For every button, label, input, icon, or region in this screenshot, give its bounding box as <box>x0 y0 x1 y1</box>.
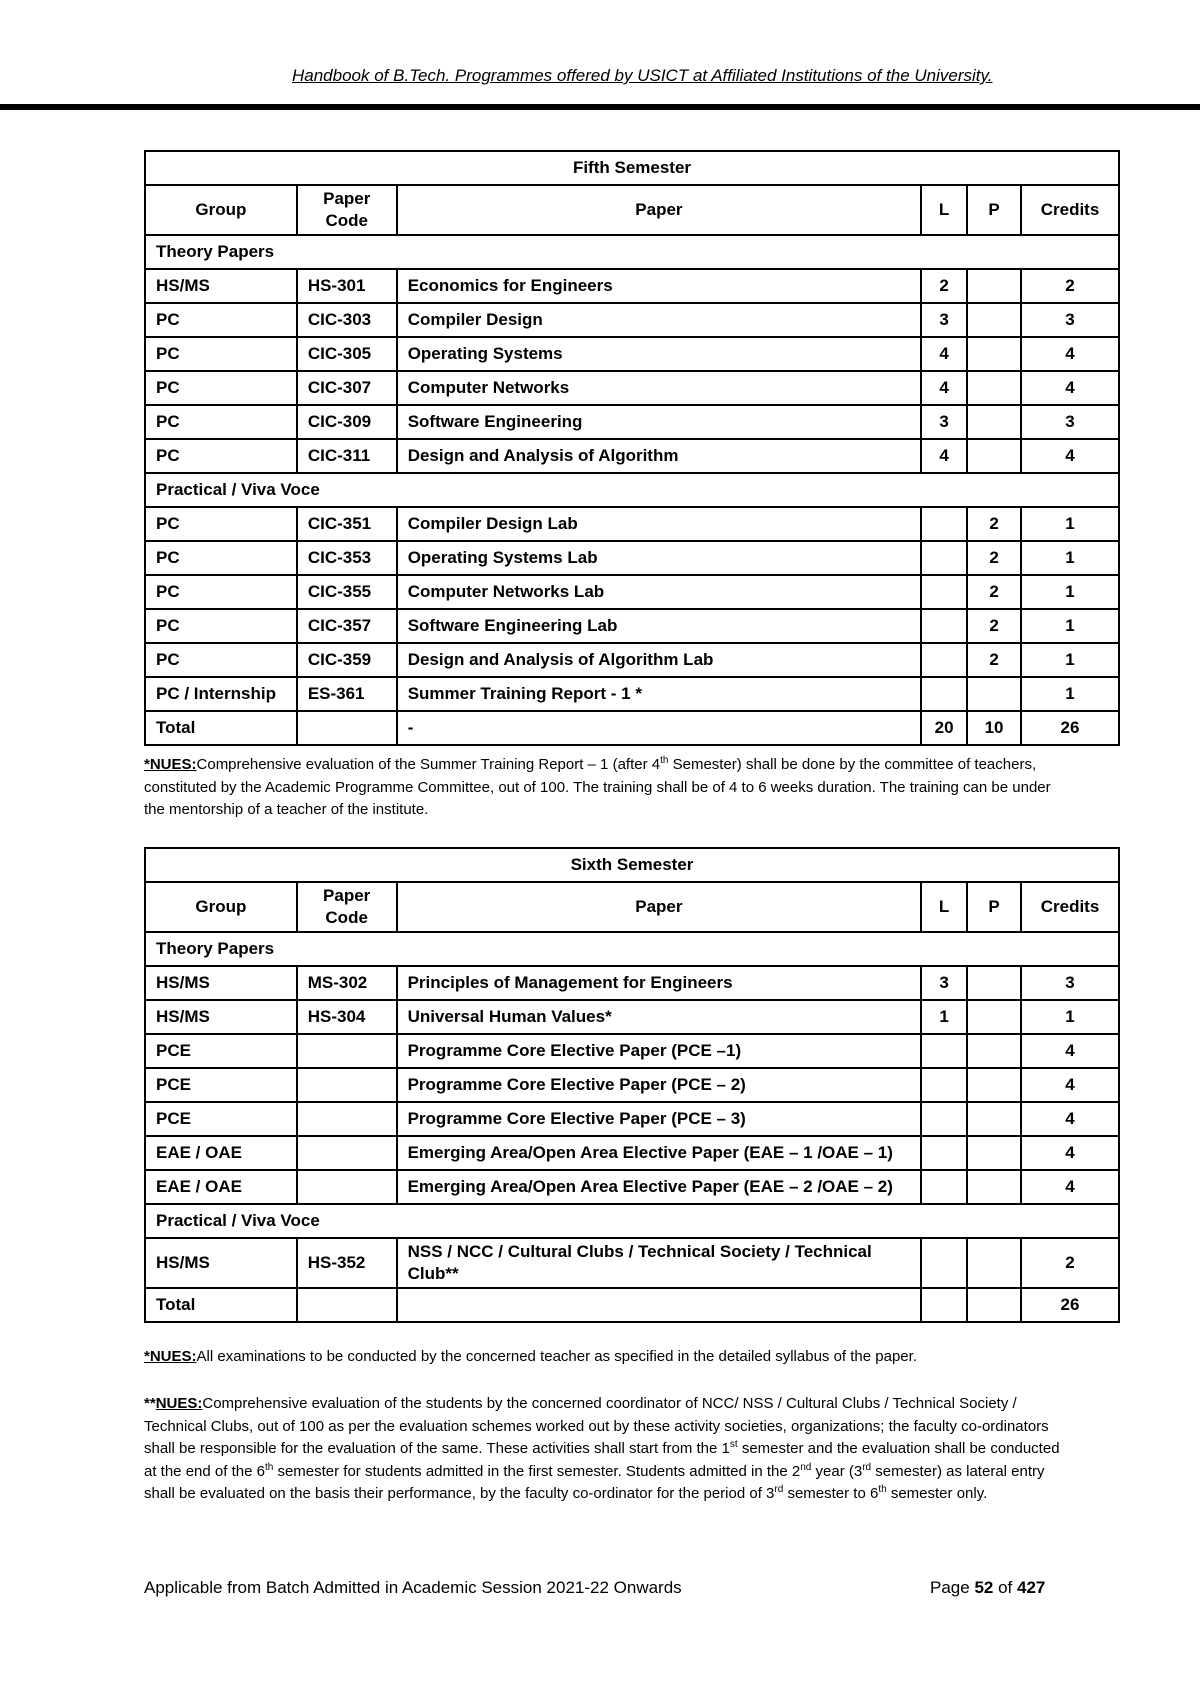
p-cell <box>967 269 1021 303</box>
total-l <box>921 1288 967 1322</box>
note-activities: **NUES:Comprehensive evaluation of the students by the concerned coordinator of NCC/ NSS / Cultural Clubs / Technical Society / Technical Clubs, out of 100 as per the evaluation schemes worked out by these activity societies, organizations; the faculty co-ordinators shall be responsible for the evaluation of the same. These activities shall start from the 1st semester and the evaluation shall be conducted at the end of the 6th semester for students admitted in the first semester. Students admitted in the 2nd year (3rd semester) as lateral entry shall be evaluated on the basis their performance, by the faculty co-ordinator for the period of 3rd semester to 6th semester only. <box>144 1395 1060 1502</box>
p-cell <box>967 1034 1021 1068</box>
paper-code-cell: CIC-357 <box>297 609 397 643</box>
paper-cell: Principles of Management for Engineers <box>397 966 922 1000</box>
paper-cell: Software Engineering <box>397 405 921 439</box>
fifth-semester-title: Fifth Semester <box>145 151 1119 185</box>
l-cell: 3 <box>921 405 967 439</box>
l-cell <box>921 609 967 643</box>
group-cell: EAE / OAE <box>145 1136 297 1170</box>
p-cell <box>967 677 1021 711</box>
practical-label: Practical / Viva Voce <box>145 473 1119 507</box>
page-number: Page 52 of 427 <box>930 1578 1046 1597</box>
l-cell <box>921 575 967 609</box>
sixth-semester-title: Sixth Semester <box>145 848 1119 882</box>
credits-cell: 1 <box>1021 575 1119 609</box>
table-row <box>145 1238 1119 1288</box>
group-cell: PC <box>145 337 297 371</box>
paper-cell: Computer Networks <box>397 371 921 405</box>
col-paper-code: Paper Code <box>297 882 397 932</box>
paper-code-cell: CIC-353 <box>297 541 397 575</box>
paper-cell: Compiler Design Lab <box>397 507 921 541</box>
table-row <box>145 1034 1119 1068</box>
total-label: Total <box>145 711 297 745</box>
credits-cell: 1 <box>1021 541 1119 575</box>
col-credits: Credits <box>1021 882 1119 932</box>
credits-cell: 4 <box>1021 1136 1119 1170</box>
paper-cell: Compiler Design <box>397 303 921 337</box>
table-row <box>145 575 1119 609</box>
theory-papers-label: Theory Papers <box>145 932 1119 966</box>
table-row <box>145 609 1119 643</box>
l-cell <box>921 1068 967 1102</box>
total-row <box>145 1288 1119 1322</box>
p-cell: 2 <box>967 575 1021 609</box>
paper-cell: NSS / NCC / Cultural Clubs / Technical Society / Technical Club** <box>397 1238 922 1288</box>
l-cell: 4 <box>921 371 967 405</box>
credits-cell: 4 <box>1021 1102 1119 1136</box>
paper-code-cell: ES-361 <box>297 677 397 711</box>
table-row <box>145 1068 1119 1102</box>
paper-code-cell: CIC-303 <box>297 303 397 337</box>
p-cell <box>967 1000 1021 1034</box>
p-cell <box>967 1170 1021 1204</box>
group-cell: PC <box>145 303 297 337</box>
credits-cell: 4 <box>1021 1068 1119 1102</box>
paper-cell: Emerging Area/Open Area Elective Paper (EAE – 1 /OAE – 1) <box>397 1136 922 1170</box>
group-cell: PC <box>145 371 297 405</box>
col-group: Group <box>145 882 297 932</box>
group-cell: PC / Internship <box>145 677 297 711</box>
table-row <box>145 966 1119 1000</box>
l-cell <box>921 643 967 677</box>
col-p: P <box>967 185 1021 235</box>
paper-cell: Programme Core Elective Paper (PCE –1) <box>397 1034 922 1068</box>
p-cell <box>967 1238 1021 1288</box>
paper-cell: Programme Core Elective Paper (PCE – 2) <box>397 1068 922 1102</box>
group-cell: PCE <box>145 1102 297 1136</box>
practical-label: Practical / Viva Voce <box>145 1204 1119 1238</box>
credits-cell: 1 <box>1021 677 1119 711</box>
group-cell: EAE / OAE <box>145 1170 297 1204</box>
paper-cell: Emerging Area/Open Area Elective Paper (EAE – 2 /OAE – 2) <box>397 1170 922 1204</box>
header-rule <box>0 104 1200 110</box>
paper-cell: Universal Human Values* <box>397 1000 922 1034</box>
paper-code-cell: HS-352 <box>297 1238 397 1288</box>
paper-cell: Economics for Engineers <box>397 269 921 303</box>
table-row <box>145 1136 1119 1170</box>
credits-cell: 4 <box>1021 439 1119 473</box>
credits-cell: 4 <box>1021 1170 1119 1204</box>
table-row <box>145 405 1119 439</box>
l-cell <box>921 1170 967 1204</box>
group-cell: PC <box>145 575 297 609</box>
table-row <box>145 643 1119 677</box>
p-cell <box>967 1102 1021 1136</box>
total-p <box>967 1288 1021 1322</box>
l-cell: 4 <box>921 439 967 473</box>
table-row <box>145 303 1119 337</box>
paper-cell: Design and Analysis of Algorithm Lab <box>397 643 921 677</box>
paper-cell: Design and Analysis of Algorithm <box>397 439 921 473</box>
l-cell <box>921 1034 967 1068</box>
paper-code-cell: HS-304 <box>297 1000 397 1034</box>
group-cell: HS/MS <box>145 966 297 1000</box>
paper-code-cell: CIC-355 <box>297 575 397 609</box>
group-cell: HS/MS <box>145 1238 297 1288</box>
paper-cell: Computer Networks Lab <box>397 575 921 609</box>
table-row <box>145 439 1119 473</box>
paper-cell: Operating Systems Lab <box>397 541 921 575</box>
group-cell: HS/MS <box>145 269 297 303</box>
credits-cell: 3 <box>1021 405 1119 439</box>
total-label: Total <box>145 1288 297 1322</box>
total-paper <box>397 1288 922 1322</box>
table-row <box>145 1000 1119 1034</box>
paper-code-cell: CIC-311 <box>297 439 397 473</box>
paper-code-cell: CIC-359 <box>297 643 397 677</box>
theory-papers-label: Theory Papers <box>145 235 1119 269</box>
credits-cell: 2 <box>1021 269 1119 303</box>
p-cell: 2 <box>967 541 1021 575</box>
note-examinations: *NUES:All examinations to be conducted by the concerned teacher as specified in the detailed syllabus of the paper. <box>144 1348 917 1365</box>
l-cell <box>921 507 967 541</box>
paper-code-cell: CIC-309 <box>297 405 397 439</box>
table-row <box>145 269 1119 303</box>
col-l: L <box>921 185 967 235</box>
group-cell: PC <box>145 439 297 473</box>
l-cell <box>921 541 967 575</box>
paper-code-cell: CIC-351 <box>297 507 397 541</box>
p-cell: 2 <box>967 643 1021 677</box>
p-cell: 2 <box>967 507 1021 541</box>
fifth-semester-table <box>144 150 1120 746</box>
credits-cell: 4 <box>1021 371 1119 405</box>
credits-cell: 3 <box>1021 966 1119 1000</box>
paper-code-cell: MS-302 <box>297 966 397 1000</box>
table-row <box>145 507 1119 541</box>
paper-code-cell: CIC-307 <box>297 371 397 405</box>
sixth-semester-table <box>144 847 1120 1323</box>
col-p: P <box>967 882 1021 932</box>
table-row <box>145 337 1119 371</box>
credits-cell: 1 <box>1021 507 1119 541</box>
p-cell <box>967 1068 1021 1102</box>
total-l: 20 <box>921 711 967 745</box>
l-cell: 3 <box>921 303 967 337</box>
total-paper: - <box>397 711 921 745</box>
l-cell <box>921 1238 967 1288</box>
paper-code-cell <box>297 1034 397 1068</box>
l-cell <box>921 677 967 711</box>
p-cell <box>967 371 1021 405</box>
l-cell: 3 <box>921 966 967 1000</box>
total-p: 10 <box>967 711 1021 745</box>
p-cell: 2 <box>967 609 1021 643</box>
l-cell: 1 <box>921 1000 967 1034</box>
credits-cell: 4 <box>1021 337 1119 371</box>
paper-cell: Operating Systems <box>397 337 921 371</box>
handbook-title: Handbook of B.Tech. Programmes offered by USICT at Affiliated Institutions of the University. <box>292 66 993 85</box>
group-cell: PC <box>145 643 297 677</box>
p-cell <box>967 337 1021 371</box>
paper-code-cell <box>297 1170 397 1204</box>
p-cell <box>967 1136 1021 1170</box>
note-tag: *NUES: <box>144 756 197 773</box>
paper-code-cell <box>297 1102 397 1136</box>
credits-cell: 1 <box>1021 609 1119 643</box>
paper-code-cell: CIC-305 <box>297 337 397 371</box>
total-row <box>145 711 1119 745</box>
table-row <box>145 541 1119 575</box>
p-cell <box>967 966 1021 1000</box>
credits-cell: 1 <box>1021 1000 1119 1034</box>
note-summer-training: *NUES:Comprehensive evaluation of the Summer Training Report – 1 (after 4th Semester) shall be done by the committee of teachers, constituted by the Academic Programme Committee, out of 100. The training shall be of 4 to 6 weeks duration. The training can be under the mentorship of a teacher of the institute. <box>144 755 1051 818</box>
paper-code-cell <box>297 1136 397 1170</box>
group-cell: PCE <box>145 1034 297 1068</box>
credits-cell: 2 <box>1021 1238 1119 1288</box>
p-cell <box>967 303 1021 337</box>
col-group: Group <box>145 185 297 235</box>
p-cell <box>967 405 1021 439</box>
table-row <box>145 1170 1119 1204</box>
col-l: L <box>921 882 967 932</box>
group-cell: PC <box>145 507 297 541</box>
group-cell: PCE <box>145 1068 297 1102</box>
group-cell: HS/MS <box>145 1000 297 1034</box>
group-cell: PC <box>145 541 297 575</box>
l-cell: 2 <box>921 269 967 303</box>
col-paper: Paper <box>397 185 921 235</box>
group-cell: PC <box>145 609 297 643</box>
l-cell: 4 <box>921 337 967 371</box>
l-cell <box>921 1102 967 1136</box>
paper-cell: Summer Training Report - 1 * <box>397 677 921 711</box>
paper-cell: Programme Core Elective Paper (PCE – 3) <box>397 1102 922 1136</box>
table-row <box>145 371 1119 405</box>
group-cell: PC <box>145 405 297 439</box>
total-credits: 26 <box>1021 1288 1119 1322</box>
paper-code-cell <box>297 1068 397 1102</box>
l-cell <box>921 1136 967 1170</box>
table-row <box>145 1102 1119 1136</box>
credits-cell: 3 <box>1021 303 1119 337</box>
credits-cell: 4 <box>1021 1034 1119 1068</box>
footer-applicable: Applicable from Batch Admitted in Academic Session 2021-22 Onwards <box>144 1578 682 1597</box>
p-cell <box>967 439 1021 473</box>
paper-code-cell: HS-301 <box>297 269 397 303</box>
table-row <box>145 677 1119 711</box>
col-paper-code: Paper Code <box>297 185 397 235</box>
paper-cell: Software Engineering Lab <box>397 609 921 643</box>
col-paper: Paper <box>397 882 922 932</box>
total-credits: 26 <box>1021 711 1119 745</box>
credits-cell: 1 <box>1021 643 1119 677</box>
col-credits: Credits <box>1021 185 1119 235</box>
